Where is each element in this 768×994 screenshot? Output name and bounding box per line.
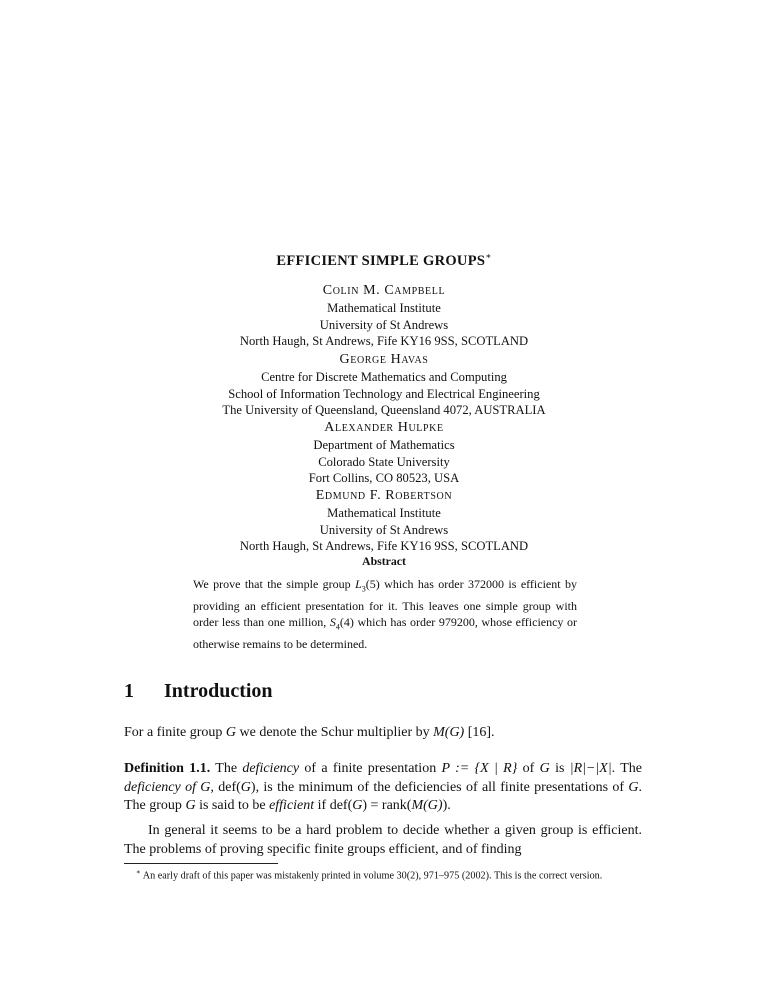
footnote: ∗ An early draft of this paper was mistakenly printed in volume 30(2), 971–975 (2002). This is the correct version. [136, 868, 603, 882]
affiliation-line: North Haugh, St Andrews, Fife KY16 9SS, SCOTLAND [239, 539, 529, 553]
definition-label: Definition 1.1. [124, 761, 211, 776]
author-name: Colin M. Campbell [322, 283, 446, 298]
author-name: Edmund F. Robertson [315, 488, 453, 503]
abstract-text: We prove that the simple group $L_3(5)$ which has order 372000 is efficient by providing an efficient presentation for it. This leaves one simple group with order less than one million, $S_4(4)$ which has order 979200, whose efficiency or otherwise remains to be determined. [193, 577, 578, 651]
affiliation-line: The University of Queensland, Queensland 4072, AUSTRALIA [222, 403, 546, 417]
affiliation-line: Colorado State University [318, 454, 450, 469]
author-name: George Havas [339, 352, 429, 367]
author-block-4 [0, 486, 768, 555]
affiliation-line: Mathematical Institute [327, 506, 441, 520]
affiliation-line: North Haugh, St Andrews, Fife KY16 9SS, SCOTLAND [239, 334, 529, 348]
body-paragraph: In general it seems to be a hard problem to decide whether a given group is efficient. The problems of proving specific finite groups efficient, and of finding [124, 823, 642, 857]
footnote-rule [124, 863, 278, 864]
affiliation-line: School of Information Technology and Electrical Engineering [228, 386, 540, 401]
footnote-mark: ∗ [136, 868, 141, 876]
abstract-heading: Abstract [362, 554, 406, 568]
affiliation-line: Fort Collins, CO 80523, USA [308, 471, 460, 485]
title-footnote-mark: ∗ [485, 251, 492, 261]
section-heading [124, 680, 273, 703]
author-block-2 [0, 350, 768, 419]
affiliation-line: University of St Andrews [319, 317, 449, 332]
paper-title: EFFICIENT SIMPLE GROUPS∗ [276, 251, 492, 269]
section-number: 1 [124, 680, 134, 702]
section-title: Introduction [164, 680, 273, 702]
affiliation-line: Centre for Discrete Mathematics and Computing [261, 370, 507, 384]
definition-paragraph: Definition 1.1. The deficiency of a finite presentation P := {X | R} of G is |R|−|X|. The deficiency of G, def(G), is the minimum of the deficiencies of all finite presentations of G. The group G is said to be efficient if def(G) = rank(M(G)). [124, 761, 642, 814]
author-name: Alexander Hulpke [324, 420, 444, 435]
affiliation-line: Mathematical Institute [327, 301, 441, 315]
affiliation-line: Department of Mathematics [313, 438, 455, 452]
affiliation-line: University of St Andrews [319, 522, 449, 537]
author-block-1 [0, 281, 768, 350]
author-block-3 [0, 418, 768, 487]
intro-paragraph: For a finite group G we denote the Schur multiplier by M(G) [16]. [124, 725, 495, 740]
